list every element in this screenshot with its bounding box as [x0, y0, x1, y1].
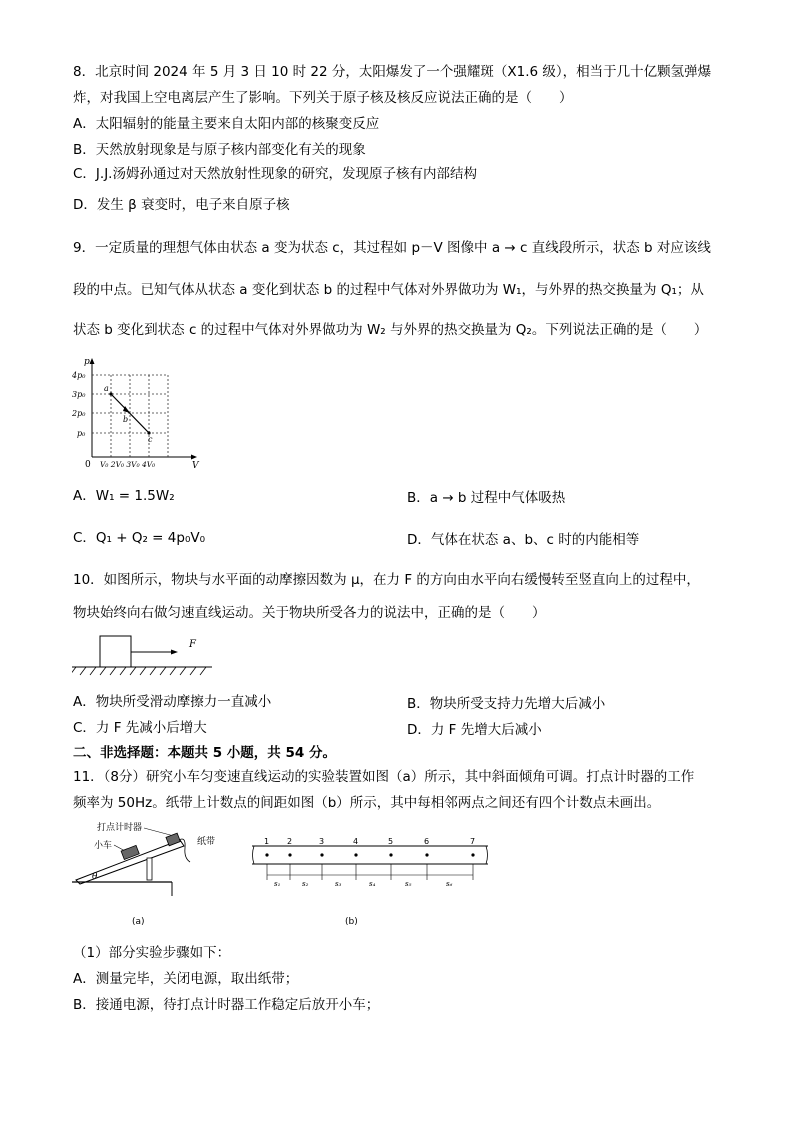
q10-stem-line1: 10．如图所示，物块与水平面的动摩擦因数为 μ，在力 F 的方向由水平向右缓慢转至竖直向上的过程中， [73, 572, 700, 588]
q11-stem-line2: 频率为 50Hz。纸带上计数点的间距如图（b）所示，其中每相邻两点之间还有四个计数点未画出。 [73, 795, 661, 811]
fig-b-point-6: 6 [424, 838, 430, 846]
q11-sub1: （1）部分实验步骤如下： [73, 945, 231, 961]
pv-label-b: b [123, 415, 129, 424]
q8-option-b: B．天然放射现象是与原子核内部变化有关的现象 [73, 142, 366, 158]
q8-option-d: D．发生 β 衰变时，电子来自原子核 [73, 197, 290, 213]
fig-a-timer-leader [144, 828, 174, 836]
q10-option-b: B．物块所受支持力先增大后减小 [407, 696, 606, 712]
fig-a-caption: (a) [132, 917, 145, 927]
pv-tick-2p0: 2p₀ [72, 409, 86, 418]
pv-graph [70, 355, 200, 470]
fig-b-points [265, 853, 474, 856]
pv-tick-3p0: 3p₀ [72, 390, 86, 399]
q9-stem-line3: 状态 b 变化到状态 c 的过程中气体对外界做功为 W₂ 与外界的热交换量为 Q₂。下列说法正确的是（ ） [73, 322, 708, 338]
fig-a-angle: θ [92, 872, 98, 882]
q9-option-c: C．Q₁ + Q₂ = 4p₀V₀ [73, 530, 206, 546]
fig-b-point-2: 2 [287, 838, 293, 846]
fig-b-tape-left-end [253, 846, 255, 864]
fig-a-incline [72, 818, 242, 930]
section-heading: 二、非选择题：本题共 5 小题，共 54 分。 [73, 745, 336, 761]
pv-label-a: a [104, 384, 109, 393]
fig-b-tape [250, 838, 490, 930]
fig-b-caption: (b) [345, 917, 358, 927]
fig-b-point-4: 4 [353, 838, 359, 846]
pv-tick-4p0: 4p₀ [72, 371, 86, 380]
fig-b-tape-right-end [486, 846, 488, 864]
fig-b-s5: s₅ [405, 880, 412, 888]
pv-label-c: c [148, 435, 153, 444]
q8-option-a: A．太阳辐射的能量主要来自太阳内部的核聚变反应 [73, 116, 380, 132]
q10-option-d: D．力 F 先增大后减小 [407, 722, 542, 738]
q8-option-c: C．J.J.汤姆孙通过对天然放射性现象的研究，发现原子核有内部结构 [73, 166, 477, 182]
block [100, 636, 131, 667]
q9-option-b: B．a → b 过程中气体吸热 [407, 490, 566, 506]
pv-origin: 0 [85, 460, 91, 470]
fig-b-s4: s₄ [369, 880, 376, 888]
fig-b-s3: s₃ [335, 880, 342, 888]
force-label: F [189, 639, 196, 650]
q8-stem-line1: 8．北京时间 2024 年 5 月 3 日 10 时 22 分，太阳爆发了一个强耀斑（X1.6 级），相当于几十亿颗氢弹爆 [73, 64, 712, 80]
q9-option-a: A．W₁ = 1.5W₂ [73, 488, 175, 504]
q11-step-a: A．测量完毕，关闭电源，取出纸带； [73, 971, 299, 987]
q9-option-d: D．气体在状态 a、b、c 时的内能相等 [407, 532, 640, 548]
pv-y-label: p [84, 357, 90, 367]
q11-step-b: B．接通电源，待打点计时器工作稳定后放开小车； [73, 997, 380, 1013]
fig-b-point-1: 1 [264, 838, 270, 846]
pv-x-ticks: V₀ 2V₀ 3V₀ 4V₀ [100, 460, 156, 469]
fig-b-measure-lines [267, 864, 473, 880]
q9-stem-line1: 9．一定质量的理想气体由状态 a 变为状态 c，其过程如 p－V 图像中 a → c 直线段所示，状态 b 对应该线 [73, 240, 711, 256]
pv-x-arrow [191, 455, 197, 460]
fig-b-point-7: 7 [470, 838, 476, 846]
ground-hatching [72, 667, 206, 675]
fig-a-timer-label: 打点计时器 [97, 823, 143, 833]
fig-a-support [147, 858, 152, 880]
pv-x-label: V [192, 461, 199, 470]
q8-stem-line2: 炸，对我国上空电离层产生了影响。下列关于原子核及核反应说法正确的是（ ） [73, 90, 573, 106]
q10-option-c: C．力 F 先减小后增大 [73, 720, 207, 736]
q11-stem-line1: 11．（8分）研究小车匀变速直线运动的实验装置如图（a）所示，其中斜面倾角可调。打点计时器的工作 [73, 769, 695, 785]
pv-y-arrow [90, 358, 95, 364]
block-figure [72, 632, 214, 680]
force-arrow-head [171, 650, 178, 655]
pv-point-a [109, 392, 112, 395]
fig-b-s6: s₆ [446, 880, 453, 888]
q10-stem-line2: 物块始终向右做匀速直线运动。关于物块所受各力的说法中，正确的是（ ） [73, 605, 546, 621]
q10-option-a: A．物块所受滑动摩擦力一直减小 [73, 694, 272, 710]
fig-b-s1: s₁ [274, 880, 281, 888]
fig-a-car-label: 小车 [94, 841, 113, 851]
pv-tick-p0: p₀ [77, 429, 86, 438]
q9-stem-line2: 段的中点。已知气体从状态 a 变化到状态 b 的过程中气体对外界做功为 W₁，与外界的热交换量为 Q₁；从 [73, 282, 704, 298]
fig-a-tape-label: 纸带 [197, 837, 216, 847]
fig-b-point-5: 5 [388, 838, 394, 846]
fig-b-s2: s₂ [302, 880, 309, 888]
fig-b-point-3: 3 [319, 838, 325, 846]
